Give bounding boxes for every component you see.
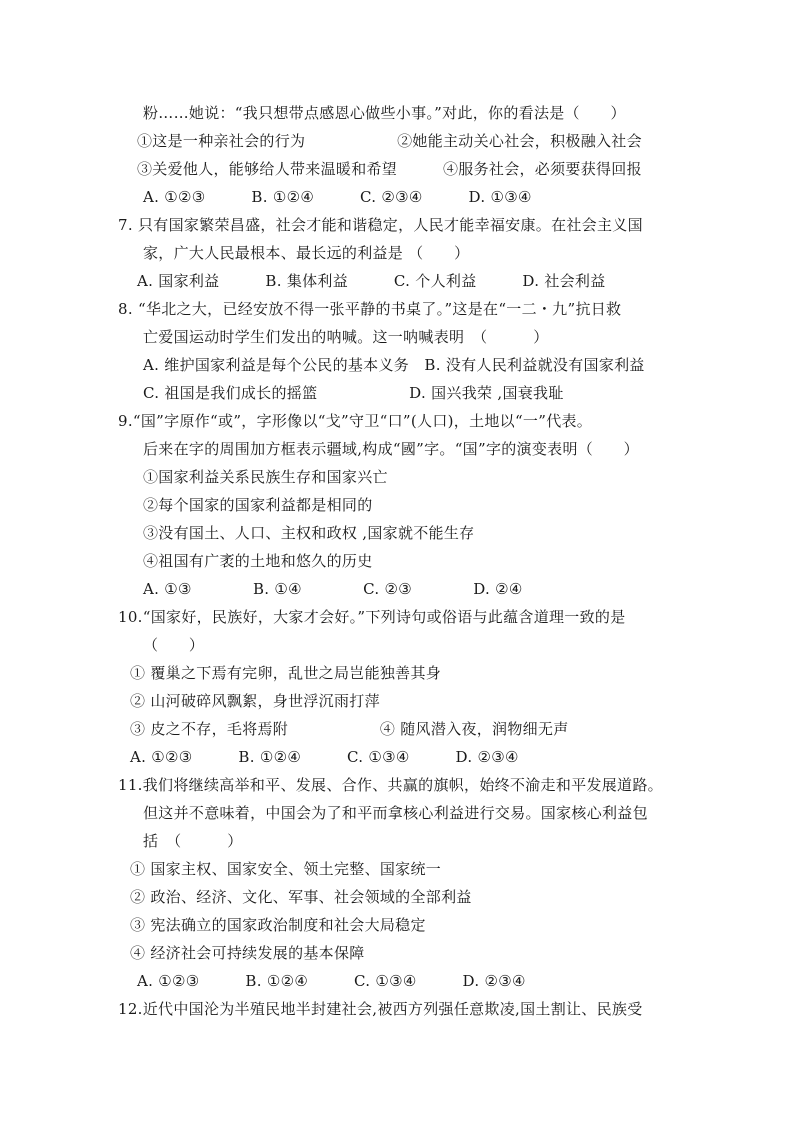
text-line: ① 覆巢之下焉有完卵，乱世之局岂能独善其身 — [130, 664, 442, 682]
text-line: A. ①③ B. ①④ C. ②③ D. ②④ — [143, 580, 523, 598]
text-line: A. ①②③ B. ①②④ C. ②③④ D. ①③④ — [143, 188, 532, 206]
text-line: A. 维护国家利益是每个公民的基本义务 B. 没有人民利益就没有国家利益 — [143, 356, 645, 374]
text-line: 粉……她说：“我只想带点感恩心做些小事。”对此，你的看法是（ ） — [143, 104, 626, 122]
text-line: ③ 宪法确立的国家政治制度和社会大局稳定 — [130, 916, 426, 934]
text-line: C. 祖国是我们成长的摇篮 D. 国兴我荣 ,国衰我耻 — [143, 384, 564, 402]
text-line: 括 （ ） — [143, 832, 243, 850]
text-line: 7. 只有国家繁荣昌盛，社会才能和谐稳定，人民才能幸福安康。在社会主义国 — [118, 216, 643, 234]
text-line: 10.“国家好，民族好，大家才会好。”下列诗句或俗语与此蕴含道理一致的是 — [118, 608, 626, 626]
text-line: 亡爱国运动时学生们发出的呐喊。这一呐喊表明 （ ） — [143, 328, 549, 346]
text-line: 但这并不意味着，中国会为了和平而拿核心利益进行交易。国家核心利益包 — [143, 804, 648, 822]
text-line: ① 国家主权、国家安全、领土完整、国家统一 — [130, 860, 442, 878]
text-line: ② 政治、经济、文化、军事、社会领域的全部利益 — [130, 888, 472, 906]
text-line: 8. “华北之大，已经安放不得一张平静的书桌了。”这是在“一二・九”抗日救 — [118, 300, 622, 318]
text-line: ③关爱他人，能够给人带来温暖和希望 ④服务社会，必须要获得回报 — [137, 160, 642, 178]
text-line: ④ 经济社会可持续发展的基本保障 — [130, 944, 365, 962]
text-line: ①这是一种亲社会的行为 ②她能主动关心社会，积极融入社会 — [137, 132, 642, 150]
text-line: ④祖国有广袤的土地和悠久的历史 — [143, 552, 373, 570]
text-line: ② 山河破碎风飘絮，身世浮沉雨打萍 — [130, 692, 380, 710]
text-line: ③没有国土、人口、主权和政权 ,国家就不能生存 — [143, 524, 475, 542]
text-line: ③ 皮之不存，毛将焉附 ④ 随风潜入夜，润物细无声 — [130, 720, 569, 738]
text-line: 9.“国”字原作“或”，字形像以“戈”守卫“口”(人口)，土地以“一”代表。 — [118, 412, 593, 430]
text-line: A. ①②③ B. ①②④ C. ①③④ D. ②③④ — [130, 748, 519, 766]
text-line: 12.近代中国沦为半殖民地半封建社会,被西方列强任意欺凌,国土割让、民族受 — [118, 1000, 643, 1018]
text-line: ②每个国家的国家利益都是相同的 — [143, 496, 373, 514]
text-line: 11.我们将继续高举和平、发展、合作、共赢的旗帜，始终不渝走和平发展道路。 — [118, 776, 663, 794]
text-line: （ ） — [143, 636, 205, 654]
text-line: 后来在字的周围加方框表示疆域,构成“國”字。“国”字的演变表明（ ） — [143, 440, 639, 458]
text-line: 家，广大人民最根本、最长远的利益是 （ ） — [143, 244, 470, 262]
text-line: A. ①②③ B. ①②④ C. ①③④ D. ②③④ — [137, 972, 526, 990]
text-line: A. 国家利益 B. 集体利益 C. 个人利益 D. 社会利益 — [137, 272, 606, 290]
text-line: ①国家利益关系民族生存和国家兴亡 — [143, 468, 388, 486]
